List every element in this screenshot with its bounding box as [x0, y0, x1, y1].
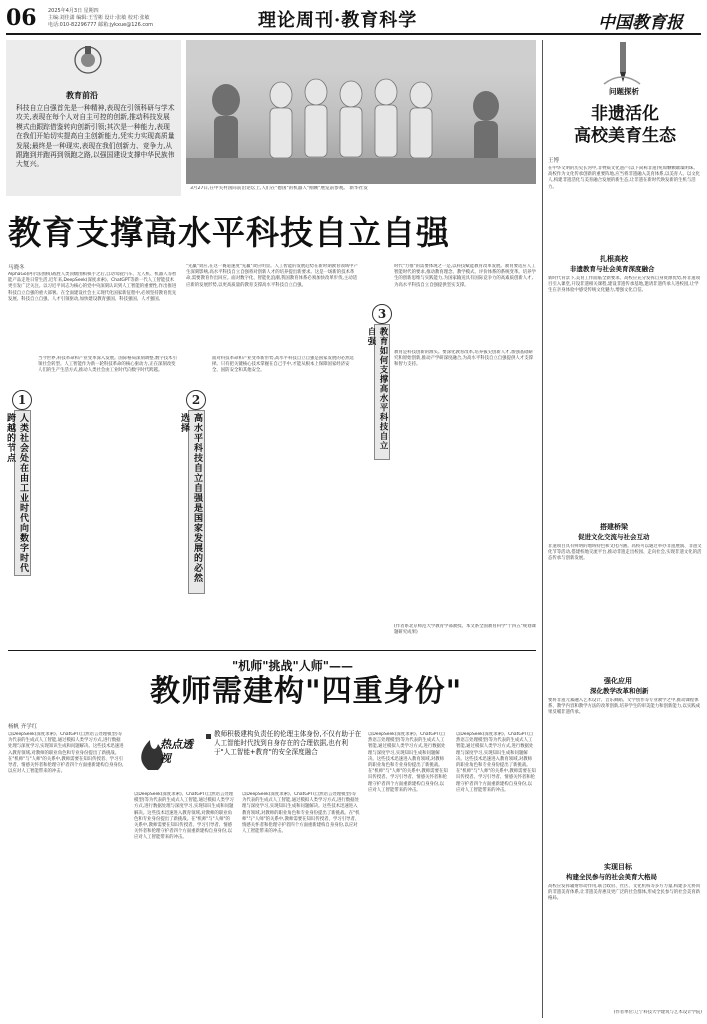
robot-exhibit-image [186, 40, 536, 184]
article-divider [8, 650, 536, 651]
editor-credits: 主编:刘佳潇 编辑:王雪彬 设计:张敏 校对:张敏 [48, 15, 150, 21]
page-number: 06 [6, 5, 37, 31]
article1-body-col3: 时代"力推"的需要体现之一是,以科技赋能教育改革发展。教育要适应人工智能时代的要求,推动教育理念、教学模式、评价体系的系统变革。培养学生的创新思维与实践能力,为国家输送具有国际竞争力的高素质创新人才,为高水平科技自立自强提供坚实支撑。 [394, 264, 536, 288]
article1-byline: 马晓冬 [8, 265, 25, 271]
sidebar-section4-text: 高校应发挥辐射带动作用,联合政府、社区、文化机构等多方力量,构建多元协同的非遗美育体系,让非遗美育惠及更广泛的社会群体,形成全民参与的社会美育新格局。 [548, 884, 701, 902]
sidebar-section3-text: 要将非遗元素融入艺术设计、音乐舞蹈、文学创作等专业教学之中,推动课程体系、教学内容和教学方法的改革创新,培养学生的审美能力和创新能力,以实践成果反哺非遗传承。 [548, 698, 701, 716]
sidebar-section1-subtitle: 非遗教育与社会美育深度融合 [570, 265, 655, 273]
sidebar-section1-text: 新时代背景下,美育工作面临全新要求。高校应充分发挥自身资源优势,将非遗项目引入课堂,开设非遗相关课程,建设非遗传承基地,邀请非遗传承人进校园,让学生在亲身体验中感受传统文化魅力,增强文化自信。 [548, 276, 701, 294]
pen-icon [600, 40, 644, 86]
sidebar-section2-text: 非遗项目具有鲜明的地域特色和文化内涵。高校可以通过举办非遗展演、非遗文化节等活动,搭建校地交流平台,推动非遗走出校园、走向社会,实现非遗文化的活态传承与创新发展。 [548, 544, 702, 562]
sidebar-section2-subtitle: 促进文化交流与社会互动 [578, 533, 650, 541]
focus-box [6, 40, 181, 196]
pull-quote-marker [206, 734, 211, 739]
sidebar-section3-subtitle: 深化教学改革和创新 [590, 687, 649, 695]
idea-icon [70, 44, 106, 84]
article2-byline: 杨帆 齐学红 [8, 724, 38, 730]
sidebar-section3-title: 强化应用 [604, 677, 632, 685]
article2-body-col1: 以DeepSeek(深度求索)、ChatGPT(自然语言处理模型)等为代表的生成式人工智能,通过模拟人类学习方式,进行数据处理与深度学习,实现知识生成和问题解决。这些技术迅速进入教育领域,对教师的职业角色和专业身份提出了新挑战。在"机师"与"人师"的关系中,教师需要在知识传授者、学习引导者、情感关怀者和伦理守护者四个方面重新建构自身身份,以应对人工智能带来的冲击。 [8, 732, 124, 775]
article2-headline: 教师需建构"四重身份" [150, 674, 463, 709]
sidebar-intro: 在中华文明的历史长河中,非物质文化遗产(以下简称非遗)宛如颗颗璀璨明珠。高校作为文化传承创新的重要阵地,应当将非遗融入美育体系,以美育人、以文化人,构建非遗活化与美育融合发展的新生态,让非遗在新时代焕发新的生机与活力。 [548, 166, 701, 190]
focus-emblem [70, 44, 106, 84]
article1-body-col1: AlphaGo(阿尔法围棋)战胜人类顶级围棋棋手之后,自动驾驶汽车、无人机、机器人等智能产品走进日常生活,近年来,DeepSeek(深度求索)、ChatGPT等新一代人工智能技术更引发广泛关注。以习近平同志为核心的党中央深刻认识到人工智能的重要性,作出推进科技自立自强的重大部署。在全面建设社会主义现代化国家新征程中,必须坚持教育优先发展、科技自立自强、人才引领驱动,加快建设教育强国、科技强国、人才强国。 [8, 272, 177, 302]
sidebar-section4-title: 实现目标 [604, 863, 632, 871]
article2-body-col5: 以DeepSeek(深度求索)、ChatGPT(自然语言处理模型)等为代表的生成式人工智能,通过模拟人类学习方式,进行数据处理与深度学习,实现知识生成和问题解决。这些技术迅速进入教育领域,对教师的职业角色和专业身份提出了新挑战。在"机师"与"人师"的关系中,教师需要在知识传授者、学习引导者、情感关怀者和伦理守护者四个方面重新建构自身身份,以应对人工智能带来的冲击。 [456, 732, 536, 793]
sidebar-headline-1: 非遗活化 [591, 104, 659, 124]
article1-author-note: (作者系北京师范大学教育学部教授。本文系全国教育科学"十四五"规划课题研究成果) [394, 624, 536, 636]
pull-quote-text: 教师积极建构负责任的伦理主体身份,不仅有助于在人工智能时代找到自身存在的合理依据,也有利于"人工智能+教育"的安全深度融合 [214, 730, 362, 757]
article1-section1-body: 当今世界,科技革命和产业变革深入发展。国际格局深刻调整,数字技术引领社会转型。人工智能作为新一轮科技革命的核心驱动力,正在深刻改变人们的生产生活方式,推动人类社会由工业时代向数字时代跨越。 [38, 356, 177, 374]
section-number-1: 1 [12, 390, 32, 410]
sidebar-section4-subtitle: 构建全民参与的社会美育大格局 [566, 873, 657, 881]
article2-kicker: "机师"挑战"人师"—— [232, 659, 354, 673]
sidebar-headline-2: 高校美育生态 [574, 126, 676, 146]
news-photo [186, 40, 536, 184]
sidebar-label: 问题探析 [609, 87, 639, 96]
section-number-3: 3 [372, 304, 392, 324]
article1-section3-body: 教育是科技创新的源头。要深化教育改革,培养拔尖创新人才,加强基础研究和原始创新,推动产学研深度融合,为高水平科技自立自强提供人才支撑和智力支持。 [394, 350, 533, 368]
sidebar-author-note: (作者单位:辽宁科技大学建筑与艺术设计学院) [613, 1010, 702, 1015]
article2-body-col2: 以DeepSeek(深度求索)、ChatGPT(自然语言处理模型)等为代表的生成式人工智能,通过模拟人类学习方式,进行数据处理与深度学习,实现知识生成和问题解决。这些技术迅速进入教育领域,对教师的职业角色和专业身份提出了新挑战。在"机师"与"人师"的关系中,教师需要在知识传授者、学习引导者、情感关怀者和伦理守护者四个方面重新建构自身身份,以应对人工智能带来的冲击。 [134, 792, 234, 841]
sidebar-section2-title: 搭建桥梁 [600, 523, 628, 531]
masthead-logo: 中国教育报 [598, 13, 683, 33]
hotspot-badge [134, 730, 204, 778]
article1-headline: 教育支撑高水平科技自立自强 [8, 213, 450, 252]
section-title-2: 高水平科技自立自强是国家发展的必然选择 [188, 410, 205, 594]
issue-date: 2025年4月3日 星期四 [48, 8, 99, 14]
sidebar-divider [542, 40, 543, 1018]
section-title-3: 教育如何支撑高水平科技自立自强 [374, 324, 390, 460]
hotspot-label: 热点透视 [160, 738, 193, 765]
focus-label: 教育前沿 [66, 91, 98, 100]
article2-body-col3: 以DeepSeek(深度求索)、ChatGPT(自然语言处理模型)等为代表的生成式人工智能,通过模拟人类学习方式,进行数据处理与深度学习,实现知识生成和问题解决。这些技术迅速进入教育领域,对教师的职业角色和专业身份提出了新挑战。在"机师"与"人师"的关系中,教师需要在知识传授者、学习引导者、情感关怀者和伦理守护者四个方面重新建构自身身份,以应对人工智能带来的冲击。 [242, 792, 360, 835]
article2-body-col4: 以DeepSeek(深度求索)、ChatGPT(自然语言处理模型)等为代表的生成式人工智能,通过模拟人类学习方式,进行数据处理与深度学习,实现知识生成和问题解决。这些技术迅速进入教育领域,对教师的职业角色和专业身份提出了新挑战。在"机师"与"人师"的关系中,教师需要在知识传授者、学习引导者、情感关怀者和伦理守护者四个方面重新建构自身身份,以应对人工智能带来的冲击。 [368, 732, 448, 793]
article1-section2-body: 面对科技革命和产业变革新形势,高水平科技自立自强是国家发展的必然选择。只有把关键核心技术掌握在自己手中,才能从根本上保障国家经济安全、国防安全和其他安全。 [212, 356, 354, 374]
photo-caption: 3月27日,在中关村国际前沿论坛上,人们在"德国"的机器人"刚刚"展览前参观。 新华社发 [190, 186, 368, 191]
section-title-1: 人类社会处在由工业时代向数字时代跨越的节点 [14, 410, 31, 576]
sidebar-byline: 王博 [548, 158, 560, 164]
section-number-2: 2 [186, 390, 206, 410]
focus-text: 科技自立自强首先是一种精神,表现在引领科研与学术攻关,表现在每个人对自主可控的创新,推动科技发展模式由跟踪借鉴转向创新引领;其次是一种能力,表现在我们开始切实提高自主创新能力,凭实力实现高质量发展;最终是一种现实,表现在我们创新力、竞争力,从跟跑到并跑再到领跑之路,以强国建设支撑中华民族伟大复兴。 [16, 104, 175, 169]
contact-line: 电话:010-82296777 邮箱:jykxue@126.com [48, 22, 154, 28]
section-title: 理论周刊·教育科学 [258, 10, 418, 31]
sidebar-section1-title: 扎根高校 [600, 255, 628, 263]
article1-body-col2: "先赢"效应,在这一赛道速度"先赢"效应明显。人工智能的发展趋势在新时期教育领域中产生深刻影响,高水平科技自立自强将对创新人才的培养提出新要求。这是一场新的技术革命,需要教育作出回应。面对数字化、智能化浪潮,我国教育体系必须加快改革步伐,主动适应新的发展形势,以更高质量的教育支撑高水平科技自立自强。 [186, 264, 358, 288]
header-rule [6, 33, 701, 35]
pull-quote-box [206, 730, 360, 788]
sidebar-label-box [600, 40, 644, 100]
